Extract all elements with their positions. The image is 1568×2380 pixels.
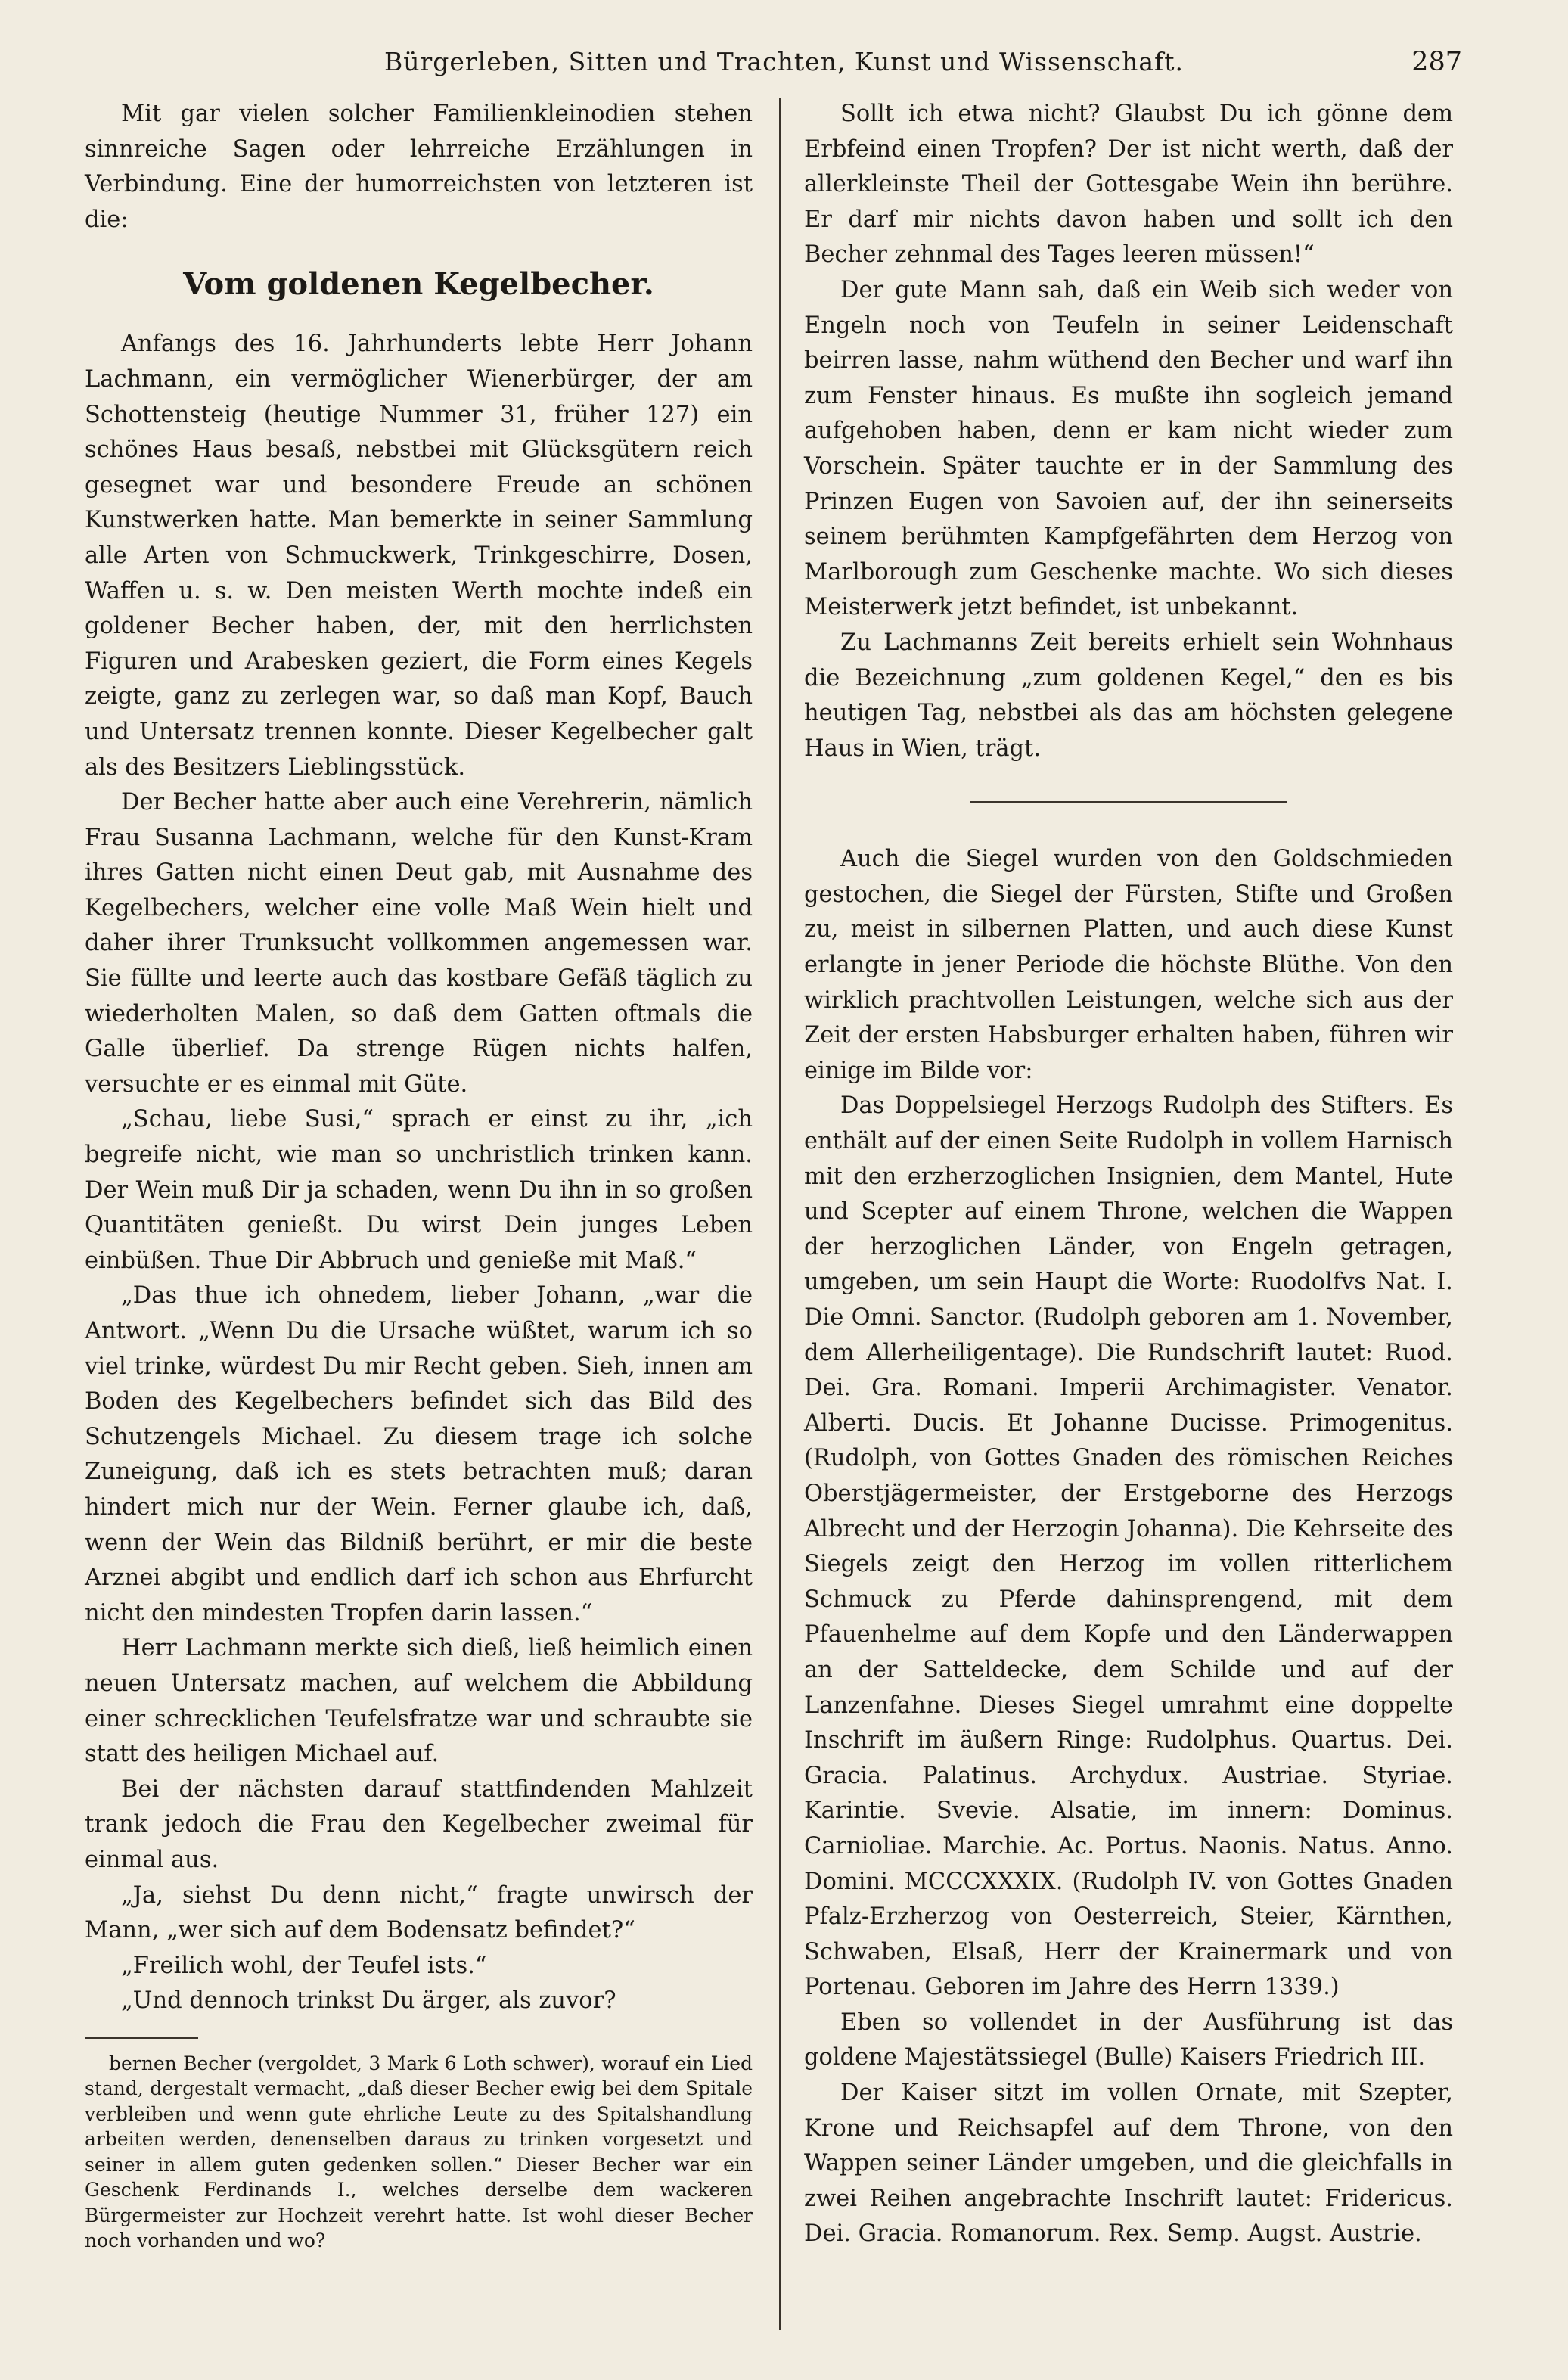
footnote-divider: [85, 2037, 198, 2039]
paragraph: „Schau, liebe Susi,“ sprach er einst zu ihr, „ich begreife nicht, wie man so unchristlich trinken kann. Der Wein muß Dir ja schaden, wenn Du ihn in so großen Quantitäten genießt. Du wirst Dein junges Leben einbüßen. Thue Dir Abbruch und genieße mit Maß.“: [85, 1106, 753, 1274]
paragraph: Auch die Siegel wurden von den Goldschmieden gestochen, die Siegel der Fürsten, Stifte und Großen zu, meist in silbernen Platten, und auch diese Kunst erlangte in jener Periode die höchste Blüthe. Von den wirklich prachtvollen Leistungen, welche sich aus der Zeit der ersten Habsburger erhalten haben, führen wir einige im Bilde vor:: [804, 846, 1453, 1084]
right-column: [804, 97, 1453, 2252]
paragraph: „Das thue ich ohnedem, lieber Johann, „war die Antwort. „Wenn Du die Ursache wüßtet, warum ich so viel trinke, würdest Du mir Recht geben. Sieh, innen am Boden des Kegelbechers befindet sich das Bild des Schutzengels Michael. Zu diesem trage ich solche Zuneigung, daß ich es stets betrachten muß; daran hindert mich nur der Wein. Ferner glaube ich, daß, wenn der Wein das Bildniß berührt, er mir die beste Arznei abgibt und endlich darf ich schon aus Ehrfurcht nicht den mindesten Tropfen darin lassen.“: [85, 1282, 753, 1627]
paragraph: „Freilich wohl, der Teufel ists.“: [121, 1952, 487, 1979]
column-divider: [779, 98, 781, 2330]
paragraph: „Und dennoch trinkst Du ärger, als zuvor?: [121, 1987, 616, 2015]
page-number: 287: [1411, 47, 1462, 77]
paragraph: Zu Lachmanns Zeit bereits erhielt sein Wohnhaus die Bezeichnung „zum goldenen Kegel,“ den es bis heutigen Tag, nebstbei als das am höchsten gelegene Haus in Wien, trägt.: [804, 629, 1453, 762]
footnote: [85, 2051, 753, 2254]
footnote-text: bernen Becher (vergoldet, 3 Mark 6 Loth schwer), worauf ein Lied stand, dergestalt vermacht, „daß dieser Becher ewig bei dem Spitale verbleiben und wenn gute ehrliche Leute zu des Spitalshandlung arbeiten werden, denenselben daraus zu trinken vorgesetzt und seiner in allem guten gedenken sollen.“ Dieser Becher war ein Geschenk Ferdinands I., welches derselbe dem wackeren Bürgermeister zur Hochzeit verehrt hatte. Ist wohl dieser Becher noch vorhanden und wo?: [85, 2052, 753, 2252]
left-column: [85, 97, 753, 2254]
page-header: [83, 47, 1485, 92]
paragraph: Anfangs des 16. Jahrhunderts lebte Herr Johann Lachmann, ein vermöglicher Wienerbürger, der am Schottensteig (heutige Nummer 31, früher 127) ein schönes Haus besaß, nebstbei mit Glücksgütern reich gesegnet war und besondere Freude an schönen Kunstwerken hatte. Man bemerkte in seiner Sammlung alle Arten von Schmuckwerk, Trinkgeschirre, Dosen, Waffen u. s. w. Den meisten Werth mochte indeß ein goldener Becher haben, der, mit den herrlichsten Figuren und Arabesken geziert, die Form eines Kegels zeigte, ganz zu zerlegen war, so daß man Kopf, Bauch und Untersatz trennen konnte. Dieser Kegelbecher galt als des Besitzers Lieblingsstück.: [85, 331, 753, 781]
paragraph: Sollt ich etwa nicht? Glaubst Du ich gönne dem Erbfeind einen Tropfen? Der ist nicht werth, daß der allerkleinste Theil der Gottesgabe Wein ihn berühre. Er darf mir nichts davon haben und sollt ich den Becher zehnmal des Tages leeren müssen!“: [804, 101, 1453, 269]
intro-paragraph: Mit gar vielen solcher Familienkleinodien stehen sinnreiche Sagen oder lehrreiche Erzählungen in Verbindung. Eine der humorreichsten von letzteren ist die:: [85, 101, 753, 233]
paragraph: „Ja, siehst Du denn nicht,“ fragte unwirsch der Mann, „wer sich auf dem Bodensatz befindet?“: [85, 1881, 753, 1944]
paragraph: Bei der nächsten darauf stattfindenden Mahlzeit trank jedoch die Frau den Kegelbecher zweimal für einmal aus.: [85, 1776, 753, 1873]
paragraph: Herr Lachmann merkte sich dieß, ließ heimlich einen neuen Untersatz machen, auf welchem die Abbildung einer schrecklichen Teufelsfratze war und schraubte sie statt des heiligen Michael auf.: [85, 1635, 753, 1768]
paragraph: Der Becher hatte aber auch eine Verehrerin, nämlich Frau Susanna Lachmann, welche für den Kunst-Kram ihres Gatten nicht einen Deut gab, mit Ausnahme des Kegelbechers, welcher eine volle Maß Wein hielt und daher ihrer Trunksucht vollkommen angemessen war. Sie füllte und leerte auch das kostbare Gefäß täglich zu wiederholten Malen, so daß dem Gatten oftmals die Galle überlief. Da strenge Rügen nichts halfen, versuchte er es einmal mit Güte.: [85, 789, 753, 1098]
paragraph: Eben so vollendet in der Ausführung ist das goldene Majestätssiegel (Bulle) Kaisers Friedrich III.: [804, 2009, 1453, 2071]
story-title: Vom goldenen Kegelbecher.: [183, 266, 654, 303]
section-divider: [970, 801, 1287, 803]
running-title: Bürgerleben, Sitten und Trachten, Kunst und Wissenschaft.: [383, 47, 1185, 76]
paragraph: Der gute Mann sah, daß ein Weib sich weder von Engeln noch von Teufeln in seiner Leidenschaft beirren lasse, nahm wüthend den Becher und warf ihn zum Fenster hinaus. Es mußte ihn sogleich jemand aufgehoben haben, denn er kam nicht wieder zum Vorschein. Später tauchte er in der Sammlung des Prinzen Eugen von Savoien auf, der ihn seinerseits seinem berühmten Kampfgefährten dem Herzog von Marlborough zum Geschenke machte. Wo sich dieses Meisterwerk jetzt befindet, ist unbekannt.: [804, 276, 1453, 621]
paragraph: Das Doppelsiegel Herzogs Rudolph des Stifters. Es enthält auf der einen Seite Rudolph in vollem Harnisch mit den erzherzoglichen Insignien, dem Mantel, Hute und Scepter auf einem Throne, welchen die Wappen der herzoglichen Länder, von Engeln getragen, umgeben, um sein Haupt die Worte: Ruodolfvs Nat. I. Die Omni. Sanctor. (Rudolph geboren am 1. November, dem Allerheiligentage). Die Rundschrift lautet: Ruod. Dei. Gra. Romani. Imperii Archimagister. Venator. Alberti. Ducis. Et Johanne Ducisse. Primogenitus. (Rudolph, von Gottes Gnaden des römischen Reiches Oberstjägermeister, der Erstgeborne des Herzogs Albrecht und der Herzogin Johanna). Die Kehrseite des Siegels zeigt den Herzog im vollen ritterlichem Schmuck zu Pferde dahinsprengend, mit dem Pfauenhelme auf dem Kopfe und den Länderwappen an der Satteldecke, dem Schilde und auf der Lanzenfahne. Dieses Siegel umrahmt eine doppelte Inschrift im äußern Ringe: Rudolphus. Quartus. Dei. Gracia. Palatinus. Archydux. Austriae. Styriae. Karintie. Svevie. Alsatie, im innern: Dominus. Carnioliae. Marchie. Ac. Portus. Naonis. Natus. Anno. Domini. MCCCXXXIX. (Rudolph IV. von Gottes Gnaden Pfalz-Erzherzog von Oesterreich, Steier, Kärnthen, Schwaben, Elsaß, Herr der Krainermark und von Portenau. Geboren im Jahre des Herrn 1339.): [804, 1092, 1453, 2001]
paragraph: Der Kaiser sitzt im vollen Ornate, mit Szepter, Krone und Reichsapfel auf dem Throne, von den Wappen seiner Länder umgeben, und die gleichfalls in zwei Reihen angebrachte Inschrift lautet: Fridericus. Dei. Gracia. Romanorum. Rex. Semp. Augst. Austrie.: [804, 2080, 1453, 2248]
